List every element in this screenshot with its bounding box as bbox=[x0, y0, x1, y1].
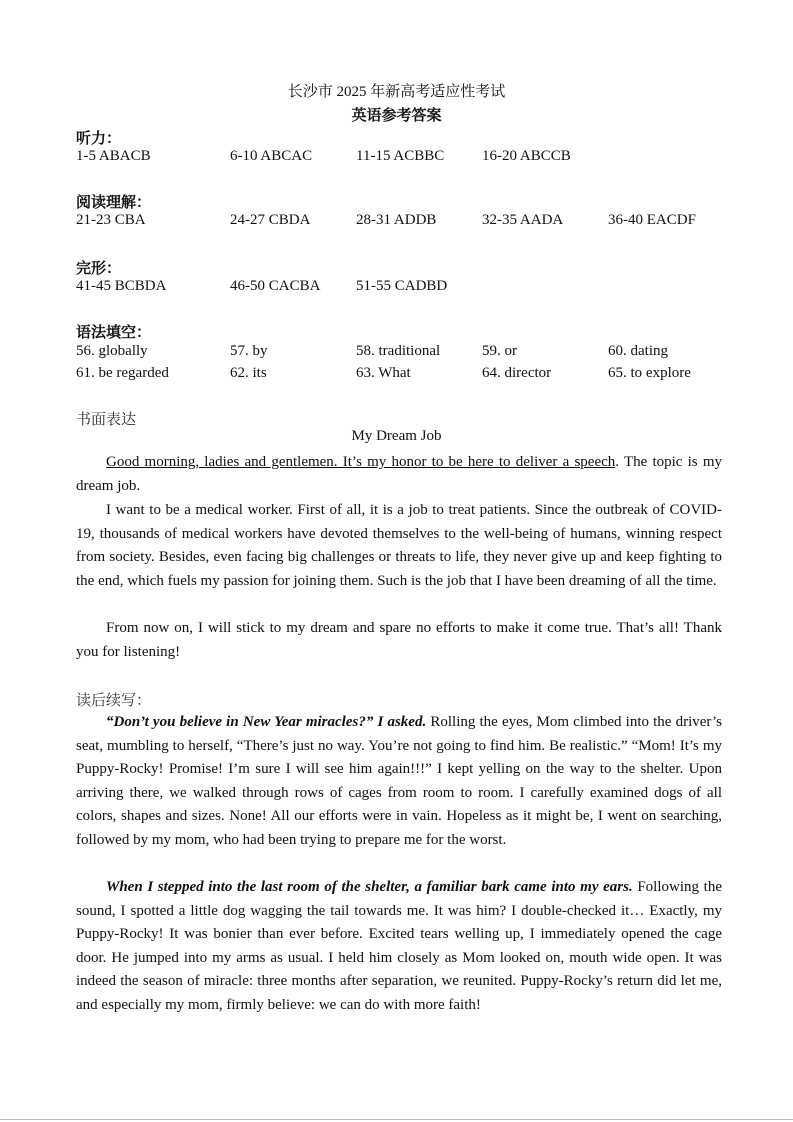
grammar-answer: 60. dating bbox=[608, 343, 668, 359]
continuation-paragraph-2 bbox=[76, 876, 722, 1018]
answer-group: 36-40 EACDF bbox=[608, 212, 696, 228]
listening-label: 听力： bbox=[76, 129, 122, 147]
answer-group: 32-35 AADA bbox=[482, 212, 564, 228]
given-opening-sentence: When I stepped into the last room of the shelter, a familiar bark came into my ears. bbox=[106, 879, 633, 895]
grammar-answer: 62. its bbox=[230, 365, 267, 381]
grammar-answer: 65. to explore bbox=[608, 365, 691, 381]
continuation-paragraph-1 bbox=[76, 711, 722, 853]
grammar-answer: 61. be regarded bbox=[76, 365, 169, 381]
answer-group: 21-23 CBA bbox=[76, 212, 146, 228]
grammar-answer: 64. director bbox=[482, 365, 552, 381]
essay-paragraph-2: I want to be a medical worker. First of all, it is a job to treat patients. Since the outbreak of COVID-19, thousands of medical workers have devoted themselves to the well-being of humans, winning respect from society. Besides, even facing big challenges or threats to life, they never give up and keep fighting to the end, which fuels my passion for joining them. Such is the job that I have been dreaming of all the time. bbox=[76, 502, 722, 589]
continuation-label: 读后续写： bbox=[76, 691, 152, 709]
answer-group: 41-45 BCBDA bbox=[76, 278, 167, 294]
answer-group: 11-15 ACBBC bbox=[356, 148, 445, 164]
paragraph-text: Following the sound, I spotted a little dog wagging the tail towards me. It was him? I double-checked it… Exactly, my Puppy-Rocky! It was bonier than ever before. Excited tears welling up, I immediately opened the cage door. He jumped into my arms as usual. I held him closely as Mom looked on, mouth wide open. It was indeed the season of miracle: three months after separation, we reunited. Puppy-Rocky’s return did let me, and especially my mom, firmly believe: we can do with more faith! bbox=[76, 879, 722, 1013]
exam-title: 长沙市 2025 年新高考适应性考试 bbox=[287, 84, 506, 100]
answer-group: 16-20 ABCCB bbox=[482, 148, 571, 164]
page-bottom-rule bbox=[0, 1119, 793, 1120]
essay-paragraph-3: From now on, I will stick to my dream and spare no efforts to make it come true. That’s all! Thank you for listening! bbox=[76, 620, 722, 660]
essay-title: My Dream Job bbox=[351, 428, 442, 444]
paragraph-text: . The topic is my dream job. bbox=[76, 454, 723, 494]
paragraph-text: Rolling the eyes, Mom climbed into the driver’s seat, mumbling to herself, “There’s just no way. You’re not going to find him. Be realistic.” “Mom! It’s my Puppy-Rocky! Promise! I’m sure I will see him again!!!” I kept yelling on the way to the shelter. Upon arriving there, we walked through rows of cages from room to room. I carefully examined dogs of all colors, shapes and sizes. None! All our efforts were in vain. Hopeless as it might be, I went on searching, followed by my mom, who had been trying to prepare me for the worst. bbox=[76, 714, 722, 848]
grammar-label: 语法填空： bbox=[76, 323, 152, 341]
answer-group: 46-50 CACBA bbox=[230, 278, 321, 294]
answer-group: 28-31 ADDB bbox=[356, 212, 437, 228]
cloze-label: 完形： bbox=[76, 259, 122, 277]
answer-group: 24-27 CBDA bbox=[230, 212, 311, 228]
underlined-opening: Good morning, ladies and gentlemen. It’s my honor to be here to deliver a speech bbox=[106, 454, 616, 470]
grammar-answer: 59. or bbox=[482, 343, 517, 359]
answer-group: 51-55 CADBD bbox=[356, 278, 448, 294]
grammar-answer: 57. by bbox=[230, 343, 268, 359]
writing-label: 书面表达 bbox=[76, 410, 137, 428]
answer-group: 1-5 ABACB bbox=[76, 148, 151, 164]
grammar-answer: 58. traditional bbox=[356, 343, 441, 359]
given-opening-sentence: “Don’t you believe in New Year miracles?” I asked. bbox=[106, 714, 427, 730]
reading-label: 阅读理解： bbox=[76, 193, 152, 211]
essay-paragraph-1 bbox=[76, 451, 722, 498]
answer-key-title: 英语参考答案 bbox=[351, 108, 442, 124]
answer-group: 6-10 ABCAC bbox=[230, 148, 313, 164]
grammar-answer: 56. globally bbox=[76, 343, 148, 359]
grammar-answer: 63. What bbox=[356, 365, 411, 381]
